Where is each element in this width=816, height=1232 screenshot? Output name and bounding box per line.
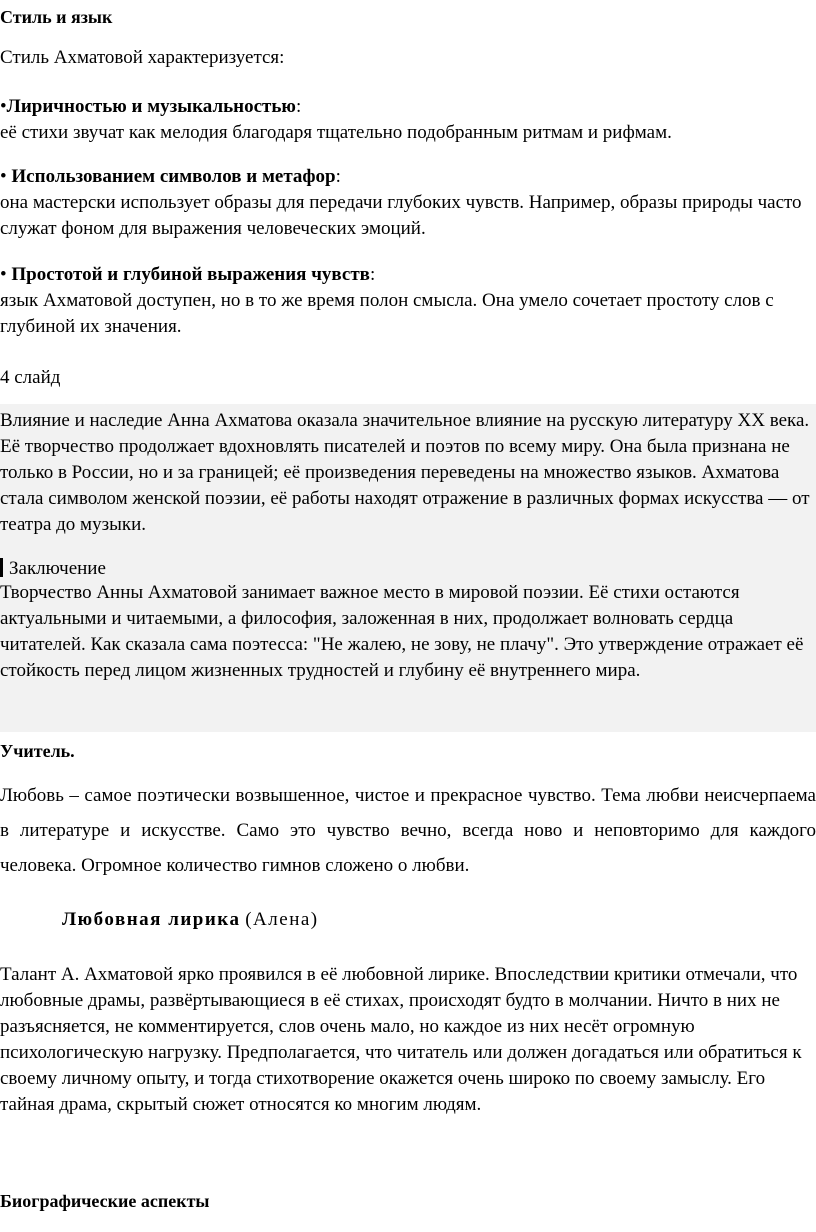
style-item-desc: она мастерски использует образы для передачи глубоких чувств. Например, образы природы часто служат фоном для выражения человеческих эмоций. [0,192,802,239]
conclusion-heading [0,556,816,582]
conclusion-title: Заключение [9,558,106,579]
influence-paragraph: Влияние и наследие Анна Ахматова оказала значительное влияние на русскую литературу XX века. Её творчество продолжает вдохновлять писателей и поэтов по всему миру. Она была признана не только в России, но и за границей; её произведения переведены на множество языков. Ахматова стала символом женской поэзии, её работы находят отражение в различных формах искусства — от театра до музыки. [0,410,810,535]
section-title-style: Стиль и язык [0,7,113,27]
style-item-term: Простотой и глубиной выражения чувств [11,264,370,285]
heading-marker-icon [0,558,3,577]
colon: : [335,166,341,187]
section-title-bio: Биографические аспекты [0,1191,210,1211]
style-item-desc: язык Ахматовой доступен, но в то же время полон смысла. Она умело сочетает простоту слов с глубиной их значения. [0,290,774,337]
conclusion-paragraph: Творчество Анны Ахматовой занимает важное место в мировой поэзии. Её стихи остаются актуальными и читаемыми, а философия, заложенная в них, продолжает волновать сердца читателей. Как сказала сама поэтесса: "Не жалею, не зову, не плачу". Это утверждение отражает её стойкость перед лицом жизненных трудностей и глубину её внутреннего мира. [0,582,804,681]
style-item-term: Использованием символов и метафор [11,166,336,187]
bullet: • [0,166,12,187]
bullet: • [0,96,7,117]
slide-label: 4 слайд [0,367,61,388]
style-intro: Стиль Ахматовой характеризуется: [0,47,285,68]
lyric-title: Любовная лирика [62,909,241,930]
colon: : [369,264,376,285]
lyric-heading [62,907,816,933]
teacher-label: Учитель. [0,741,75,761]
style-item-1 [0,94,816,146]
colon: : [295,96,302,117]
teacher-paragraph: Любовь – самое поэтически возвышенное, чистое и прекрасное чувство. Тема любви неисчерпаема в литературе и искусстве. Само это чувство вечно, всегда ново и неповторимо для каждого человека. Огромное количество гимнов сложено о любви. [0,785,816,876]
style-item-3 [0,262,816,340]
lyric-paragraph: Талант А. Ахматовой ярко проявился в её любовной лирике. Впоследствии критики отмечали, что любовные драмы, развёртывающиеся в её стихах, происходят будто в молчании. Ничто в них не разъясняется, не комментируется, слов очень мало, но каждое из них несёт огромную психологическую нагрузку. Предполагается, что читатель или должен догадаться или обратиться к своему личному опыту, и тогда стихотворение окажется очень широко по своему замыслу. Его тайная драма, скрытый сюжет относятся ко многим людям. [0,964,802,1115]
style-item-desc: её стихи звучат как мелодия благодаря тщательно подобранным ритмам и рифмам. [0,122,672,143]
lyric-speaker: (Алена) [245,909,319,930]
bullet: • [0,264,12,285]
style-item-2 [0,164,816,242]
style-item-term: Лиричностью и музыкальностью [6,96,296,117]
